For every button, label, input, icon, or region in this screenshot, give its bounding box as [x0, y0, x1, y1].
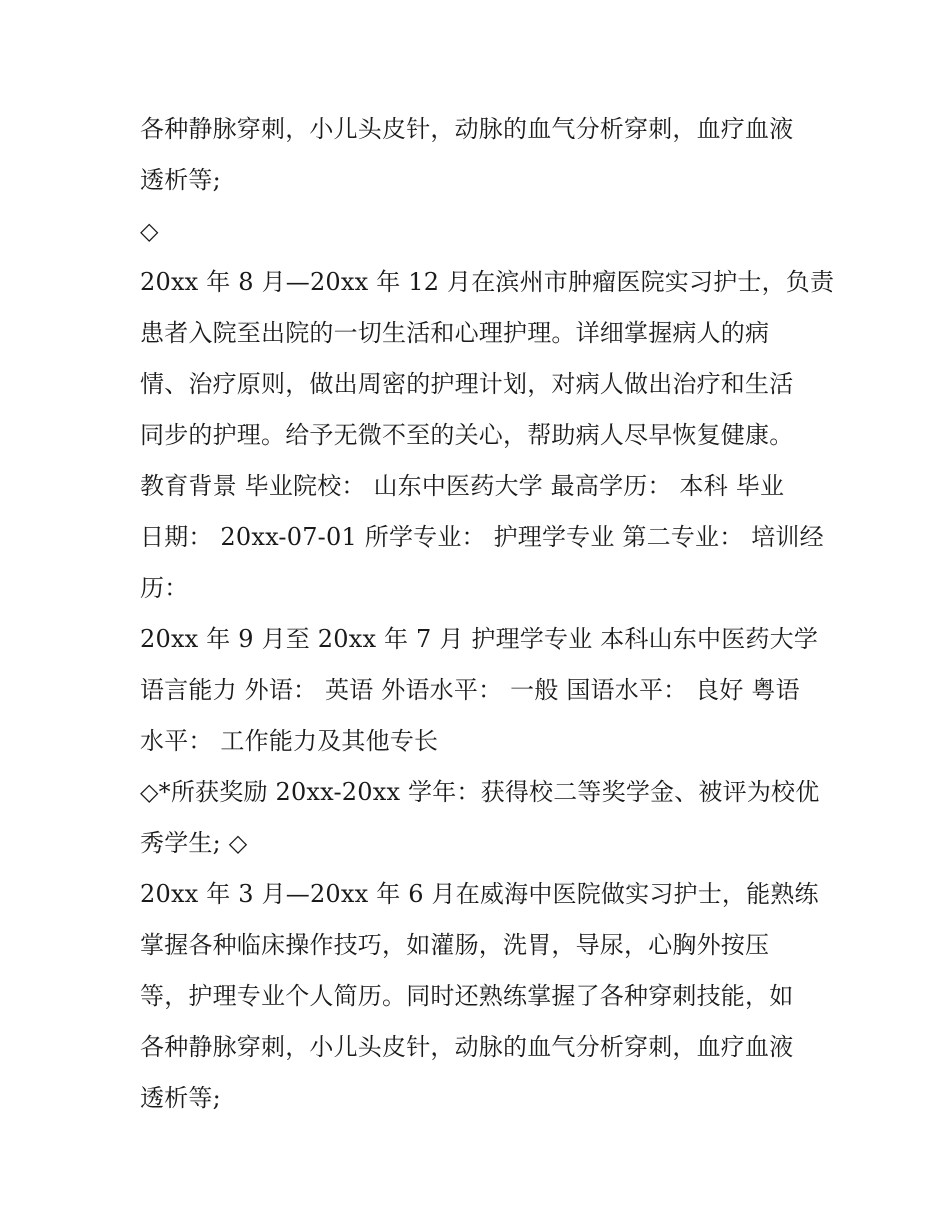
text-line: ◇: [140, 217, 159, 245]
text-line: 透析等;: [140, 1084, 221, 1112]
text-line: 历：: [140, 574, 189, 602]
text-line: 等，护理专业个人简历。同时还熟练掌握了各种穿刺技能，如: [140, 982, 794, 1010]
text-line: 各种静脉穿刺，小儿头皮针，动脉的血气分析穿刺，血疗血液: [140, 1033, 794, 1061]
text-line: 20xx 年 9 月至 20xx 年 7 月 护理学专业 本科山东中医药大学: [140, 625, 819, 653]
text-line: 秀学生; ◇: [140, 829, 248, 857]
text-line: 日期： 20xx-07-01 所学专业： 护理学专业 第二专业： 培训经: [140, 523, 824, 551]
text-line: 水平： 工作能力及其他专长: [140, 727, 439, 755]
text-line: 教育背景 毕业院校： 山东中医药大学 最高学历： 本科 毕业: [140, 472, 785, 500]
text-line: 20xx 年 3 月—20xx 年 6 月在威海中医院做实习护士，能熟练: [140, 880, 819, 908]
text-line: 语言能力 外语： 英语 外语水平： 一般 国语水平： 良好 粤语: [140, 676, 800, 704]
text-line: 患者入院至出院的一切生活和心理护理。详细掌握病人的病: [140, 319, 770, 347]
text-line: 20xx 年 8 月—20xx 年 12 月在滨州市肿瘤医院实习护士，负责: [140, 268, 835, 296]
text-line: ◇*所获奖励 20xx-20xx 学年：获得校二等奖学金、被评为校优: [140, 778, 820, 806]
document-body: [140, 104, 835, 1124]
text-line: 情、治疗原则，做出周密的护理计划，对病人做出治疗和生活: [140, 370, 794, 398]
text-line: 透析等;: [140, 166, 221, 194]
text-line: 掌握各种临床操作技巧，如灌肠，洗胃，导尿，心胸外按压: [140, 931, 770, 959]
text-line: 同步的护理。给予无微不至的关心，帮助病人尽早恢复健康。: [140, 421, 794, 449]
text-line: 各种静脉穿刺，小儿头皮针，动脉的血气分析穿刺，血疗血液: [140, 115, 794, 143]
